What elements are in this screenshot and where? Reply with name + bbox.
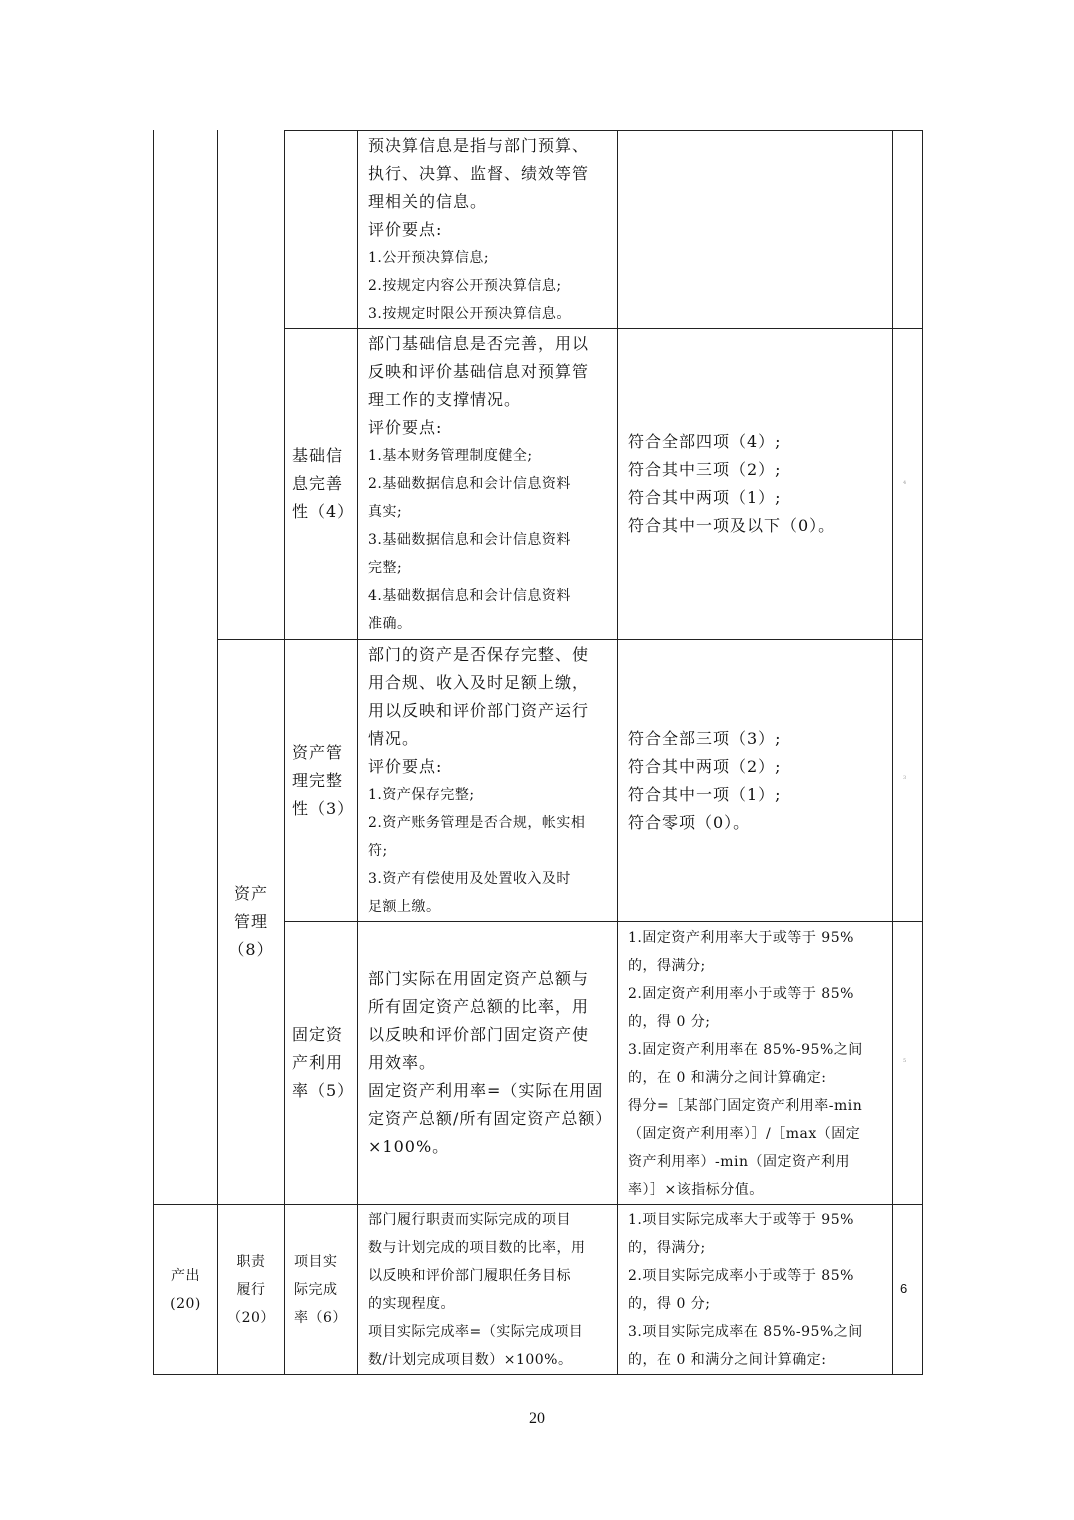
table-border-right	[922, 130, 923, 1375]
table-col-line-3	[357, 130, 358, 1375]
asset-utilization-indicator: 固定资 产利用 率（5）	[292, 1025, 355, 1100]
asset-integrity-indicator: 资产管 理完整 性（3）	[292, 742, 355, 818]
output-criteria: 1.项目实际完成率大于或等于 95% 的，得满分; 2.项目实际完成率小于或等于 85% 的，得 0 分; 3.项目实际完成率在 85%-95%之间 的，在 0 和满分之间计算确定:	[628, 1212, 863, 1368]
table-border-bottom	[153, 1374, 923, 1375]
output-description: 部门履行职责而实际完成的项目 数与计划完成的项目数的比率，用 以反映和评价部门履职任务目标 的实现程度。 项目实际完成率=（实际完成项目 数/计划完成项目数）×100%。	[368, 1212, 586, 1368]
output-subcategory: 职责 履行 （20）	[227, 1253, 275, 1326]
asset-utilization-score: 5	[903, 1058, 907, 1064]
asset-utilization-criteria: 1.固定资产利用率大于或等于 95% 的，得满分; 2.固定资产利用率小于或等于 85% 的，得 0 分; 3.固定资产利用率在 85%-95%之间 的，在 0 和满分之间计算确定: 得分=［某部门固定资产利用率-min （固定资产利用率）］/［max（固定 资产利用率）-min（固定资产利用 率）］×该指标分值。	[628, 930, 863, 1198]
asset-utilization-description: 部门实际在用固定资产总额与 所有固定资产总额的比率，用 以反映和评价部门固定资产使 用效率。 固定资产利用率=（实际在用固 定资产总额/所有固定资产总额） ×100%。	[368, 969, 613, 1156]
asset-integrity-criteria: 符合全部三项（3）; 符合其中两项（2）; 符合其中一项（1）; 符合零项（0）。	[628, 728, 782, 832]
basic-info-criteria: 符合全部四项（4）; 符合其中三项（2）; 符合其中两项（1）; 符合其中一项及以下（0）。	[628, 432, 836, 535]
page-number: 20	[529, 1410, 545, 1427]
table-border-top	[284, 130, 923, 131]
table-col-line-1	[217, 130, 218, 1375]
output-score: 6	[900, 1281, 908, 1296]
table-col-line-5	[892, 130, 893, 1375]
info-disclosure-description: 预决算信息是指与部门预算、 执行、决算、监督、绩效等管 理相关的信息。 评价要点: 1.公开预决算信息; 2.按规定内容公开预决算信息; 3.按规定时限公开预决算信息。	[368, 136, 590, 322]
asset-mgmt-category: 资产 管理 （8）	[228, 884, 274, 959]
output-indicator: 项目实 际完成 率（6）	[294, 1253, 347, 1326]
table-border-left	[153, 130, 154, 1375]
asset-integrity-description: 部门的资产是否保存完整、使 用合规、收入及时足额上缴， 用以反映和评价部门资产运行 情况。 评价要点: 1.资产保存完整; 2.资产账务管理是否合规，帐实相 符; 3.资产有偿使用及处置收入及时 足额上缴。	[368, 645, 590, 915]
basic-info-description: 部门基础信息是否完善，用以 反映和评价基础信息对预算管 理工作的支撑情况。 评价要点: 1.基本财务管理制度健全; 2.基础数据信息和会计信息资料 真实; 3.基础数据信息和会计信息资料 完整; 4.基础数据信息和会计信息资料 准确。	[368, 334, 590, 632]
basic-info-indicator: 基础信 息完善 性（4）	[292, 446, 355, 521]
table-col-line-4	[617, 130, 618, 1375]
table-col-line-2	[284, 130, 285, 1375]
asset-integrity-score: 3	[903, 775, 907, 781]
output-category: 产出 (20)	[170, 1267, 201, 1312]
basic-info-score: 4	[903, 480, 907, 486]
